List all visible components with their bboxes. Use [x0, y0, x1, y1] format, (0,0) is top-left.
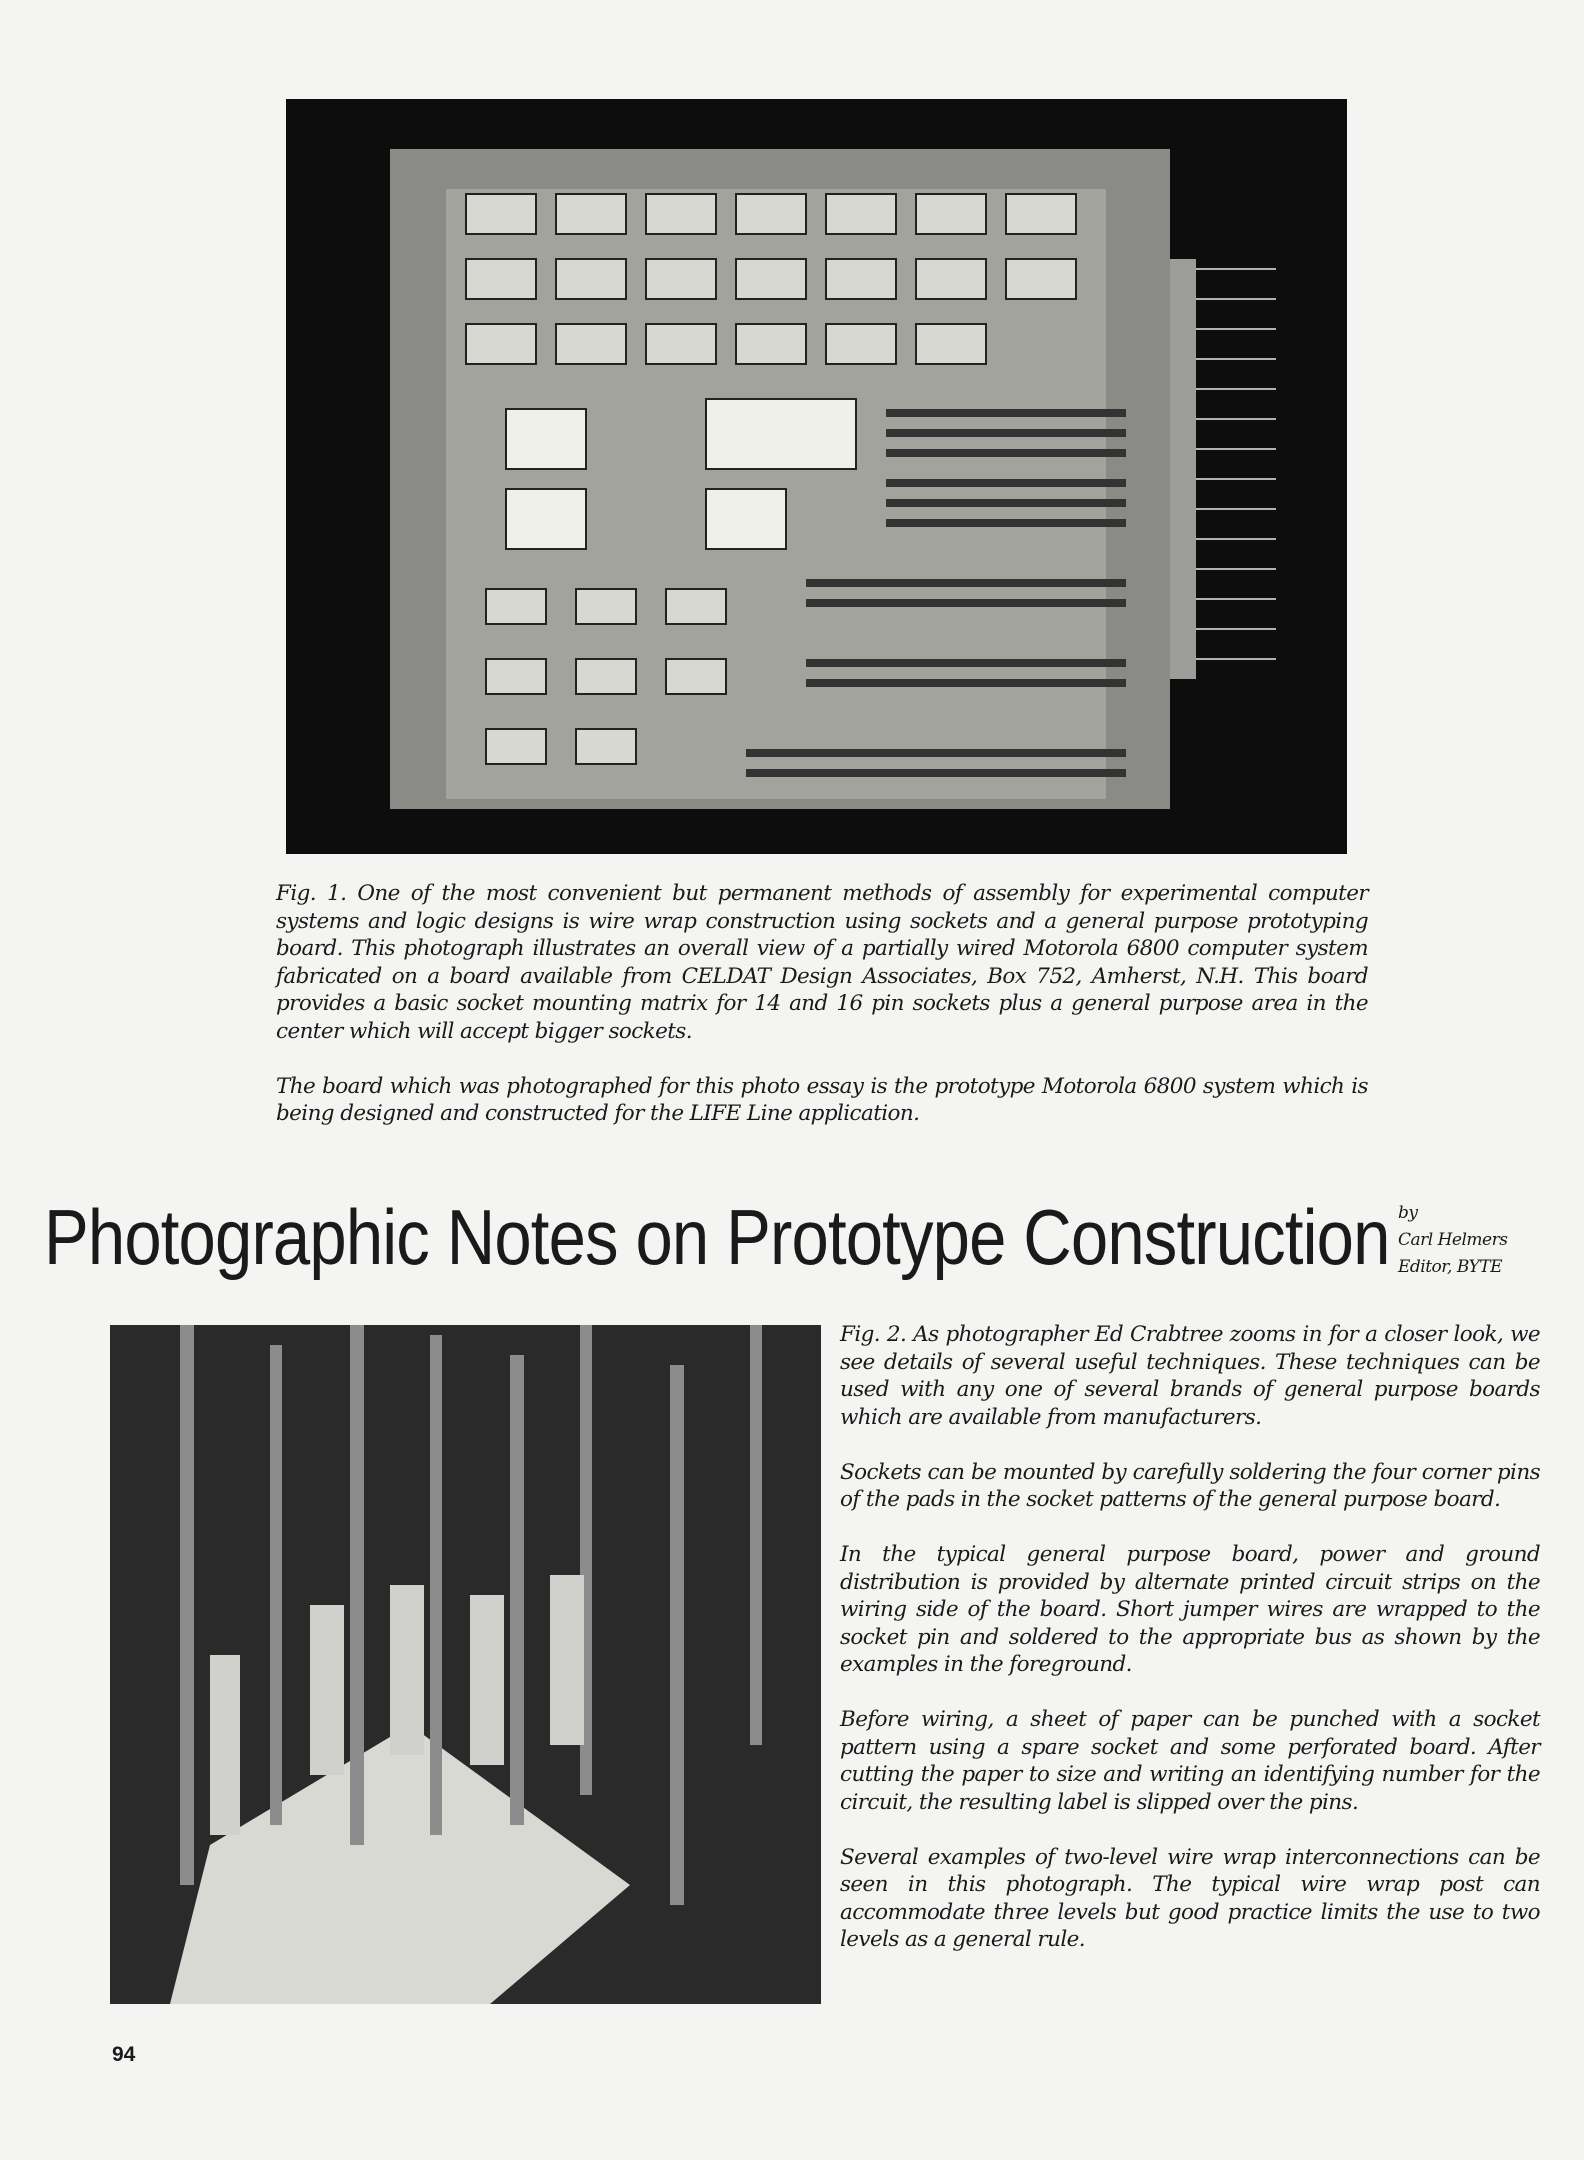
byline — [1398, 1200, 1507, 1281]
caption-paragraph: Several examples of two-level wire wrap interconnections can be seen in this photograph. The typical wire wrap post can accommodate three levels but good practice limits the use to two levels as a general rule. — [840, 1844, 1540, 1952]
caption-paragraph: In the typical general purpose board, power and ground distribution is provided by alternate printed circuit strips on the wiring side of the board. Short jumper wires are wrapped to the socket pin and soldered to the appropriate bus as shown by the examples in the foreground. — [840, 1542, 1540, 1677]
figure-1-photo-circuit-board — [286, 99, 1347, 854]
article-title: Photographic Notes on Prototype Construction — [44, 1193, 1390, 1281]
caption-paragraph: Sockets can be mounted by carefully soldering the four corner pins of the pads in the socket patterns of the general purpose board. — [840, 1459, 1540, 1512]
page-number: 94 — [112, 2043, 136, 2066]
figure-1-caption — [276, 880, 1368, 1155]
caption-paragraph: Fig. 2. As photographer Ed Crabtree zooms in for a closer look, we see details of several useful techniques. These techniques can be used with any one of several brands of general purpose boards which are available from manufacturers. — [840, 1322, 1540, 1430]
caption-paragraph: Fig. 1. One of the most convenient but permanent methods of assembly for experimental computer systems and logic designs is wire wrap construction using sockets and a general purpose prototyping board. This photograph illustrates an overall view of a partially wired Motorola 6800 computer system fabricated on a board available from CELDAT Design Associates, Box 752, Amherst, N.H. This board provides a basic socket mounting matrix for 14 and 16 pin sockets plus a general purpose area in the center which will accept bigger sockets. — [276, 881, 1368, 1044]
caption-paragraph: Before wiring, a sheet of paper can be punched with a socket pattern using a spare socket and some perforated board. After cutting the paper to size and writing an identifying number for the circuit, the resulting label is slipped over the pins. — [840, 1707, 1540, 1815]
figure-2-photo-wire-wrap-posts — [110, 1325, 821, 2004]
figure-2-caption — [840, 1321, 1540, 1981]
wire-wrap-posts-illustration — [110, 1325, 821, 2004]
caption-paragraph: The board which was photographed for this photo essay is the prototype Motorola 6800 system which is being designed and constructed for the LIFE Line application. — [276, 1073, 1368, 1126]
circuit-board-illustration — [286, 99, 1347, 854]
byline-author: Carl Helmers — [1398, 1230, 1508, 1250]
byline-role: Editor, BYTE — [1398, 1257, 1503, 1277]
byline-by: by — [1398, 1203, 1418, 1223]
